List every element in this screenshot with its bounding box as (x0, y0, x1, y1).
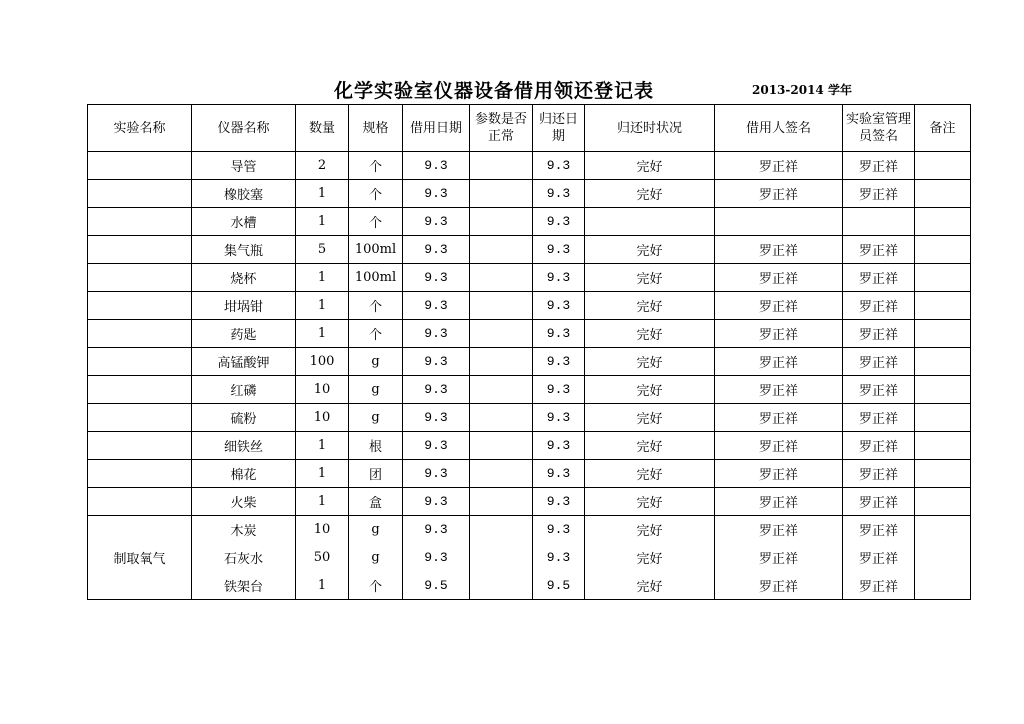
instrument-cell: 药匙 (192, 320, 296, 348)
return-date-cell: 9.3 (533, 292, 585, 320)
quantity-cell: 10 (296, 404, 349, 432)
return-status-cell: 完好 (585, 516, 715, 544)
header-params-ok: 参数是否正常 (470, 105, 533, 152)
borrow-date-cell: 9.3 (403, 460, 470, 488)
instrument-cell: 铁架台 (192, 572, 296, 600)
return-status-cell: 完好 (585, 572, 715, 600)
spec-cell: 个 (349, 572, 403, 600)
admin-sign-cell: 罗正祥 (843, 376, 915, 404)
params-ok-cell (470, 516, 533, 544)
spec-cell: g (349, 544, 403, 572)
spec-cell: g (349, 348, 403, 376)
instrument-cell: 棉花 (192, 460, 296, 488)
remark-cell (915, 292, 971, 320)
borrower-sign-cell: 罗正祥 (715, 376, 843, 404)
return-date-cell: 9.3 (533, 320, 585, 348)
header-quantity: 数量 (296, 105, 349, 152)
quantity-cell: 5 (296, 236, 349, 264)
return-status-cell: 完好 (585, 292, 715, 320)
remark-cell (915, 208, 971, 236)
return-status-cell (585, 208, 715, 236)
params-ok-cell (470, 264, 533, 292)
experiment-cell (88, 152, 192, 180)
instrument-cell: 导管 (192, 152, 296, 180)
quantity-cell: 1 (296, 264, 349, 292)
table-row (88, 516, 971, 544)
borrow-date-cell: 9.3 (403, 348, 470, 376)
borrow-date-cell: 9.3 (403, 292, 470, 320)
table-row (88, 152, 971, 180)
header-return-status: 归还时状况 (585, 105, 715, 152)
table-row (88, 180, 971, 208)
return-date-cell: 9.3 (533, 376, 585, 404)
borrower-sign-cell: 罗正祥 (715, 236, 843, 264)
return-date-cell: 9.3 (533, 404, 585, 432)
borrower-sign-cell: 罗正祥 (715, 488, 843, 516)
borrower-sign-cell: 罗正祥 (715, 292, 843, 320)
table-row (88, 320, 971, 348)
return-status-cell: 完好 (585, 432, 715, 460)
borrower-sign-cell (715, 208, 843, 236)
instrument-cell: 橡胶塞 (192, 180, 296, 208)
quantity-cell: 10 (296, 376, 349, 404)
params-ok-cell (470, 348, 533, 376)
borrower-sign-cell: 罗正祥 (715, 544, 843, 572)
document-title: 化学实验室仪器设备借用领还登记表 (334, 80, 655, 102)
quantity-cell: 50 (296, 544, 349, 572)
borrow-date-cell: 9.3 (403, 236, 470, 264)
admin-sign-cell: 罗正祥 (843, 460, 915, 488)
return-status-cell: 完好 (585, 376, 715, 404)
return-status-cell: 完好 (585, 488, 715, 516)
spec-cell: g (349, 404, 403, 432)
header-experiment: 实验名称 (88, 105, 192, 152)
instrument-cell: 集气瓶 (192, 236, 296, 264)
borrower-sign-cell: 罗正祥 (715, 320, 843, 348)
experiment-cell (88, 488, 192, 516)
params-ok-cell (470, 460, 533, 488)
table-body (88, 152, 971, 600)
borrower-sign-cell: 罗正祥 (715, 348, 843, 376)
header-admin-sign: 实验室管理员签名 (843, 105, 915, 152)
table-row (88, 292, 971, 320)
spec-cell: 个 (349, 180, 403, 208)
header-instrument: 仪器名称 (192, 105, 296, 152)
remark-cell (915, 376, 971, 404)
admin-sign-cell: 罗正祥 (843, 488, 915, 516)
admin-sign-cell: 罗正祥 (843, 292, 915, 320)
school-year: 2013-2014 学年 (752, 83, 852, 97)
instrument-cell: 坩埚钳 (192, 292, 296, 320)
table-row (88, 404, 971, 432)
borrower-sign-cell: 罗正祥 (715, 404, 843, 432)
borrower-sign-cell: 罗正祥 (715, 460, 843, 488)
spec-cell: 团 (349, 460, 403, 488)
experiment-cell (88, 376, 192, 404)
admin-sign-cell: 罗正祥 (843, 404, 915, 432)
borrow-date-cell: 9.3 (403, 152, 470, 180)
admin-sign-cell: 罗正祥 (843, 180, 915, 208)
borrow-date-cell: 9.3 (403, 488, 470, 516)
remark-cell (915, 404, 971, 432)
header-borrower-sign: 借用人签名 (715, 105, 843, 152)
params-ok-cell (470, 404, 533, 432)
table-row (88, 348, 971, 376)
quantity-cell: 1 (296, 320, 349, 348)
instrument-cell: 水槽 (192, 208, 296, 236)
experiment-cell (88, 180, 192, 208)
return-status-cell: 完好 (585, 320, 715, 348)
table-row (88, 488, 971, 516)
spec-cell: g (349, 516, 403, 544)
experiment-cell (88, 348, 192, 376)
admin-sign-cell: 罗正祥 (843, 236, 915, 264)
spec-cell: 个 (349, 152, 403, 180)
params-ok-cell (470, 292, 533, 320)
experiment-cell (88, 320, 192, 348)
experiment-cell (88, 264, 192, 292)
return-date-cell: 9.3 (533, 208, 585, 236)
admin-sign-cell: 罗正祥 (843, 432, 915, 460)
params-ok-cell (470, 544, 533, 572)
return-date-cell: 9.3 (533, 180, 585, 208)
params-ok-cell (470, 180, 533, 208)
borrower-sign-cell: 罗正祥 (715, 516, 843, 544)
remark-cell (915, 488, 971, 516)
return-date-cell: 9.3 (533, 516, 585, 544)
spec-cell: 个 (349, 292, 403, 320)
header-borrow-date: 借用日期 (403, 105, 470, 152)
quantity-cell: 2 (296, 152, 349, 180)
admin-sign-cell: 罗正祥 (843, 544, 915, 572)
quantity-cell: 1 (296, 488, 349, 516)
quantity-cell: 1 (296, 208, 349, 236)
borrow-date-cell: 9.3 (403, 180, 470, 208)
return-status-cell: 完好 (585, 236, 715, 264)
admin-sign-cell (843, 208, 915, 236)
table-row (88, 264, 971, 292)
header-row (88, 105, 971, 152)
remark-cell (915, 320, 971, 348)
admin-sign-cell: 罗正祥 (843, 348, 915, 376)
table-row (88, 376, 971, 404)
borrow-date-cell: 9.3 (403, 376, 470, 404)
remark-cell (915, 516, 971, 544)
instrument-cell: 高锰酸钾 (192, 348, 296, 376)
remark-cell (915, 152, 971, 180)
admin-sign-cell: 罗正祥 (843, 264, 915, 292)
borrow-date-cell: 9.3 (403, 208, 470, 236)
quantity-cell: 1 (296, 180, 349, 208)
return-date-cell: 9.5 (533, 572, 585, 600)
header-spec: 规格 (349, 105, 403, 152)
instrument-cell: 细铁丝 (192, 432, 296, 460)
instrument-cell: 红磷 (192, 376, 296, 404)
experiment-cell (88, 236, 192, 264)
experiment-cell (88, 460, 192, 488)
borrow-date-cell: 9.3 (403, 320, 470, 348)
params-ok-cell (470, 236, 533, 264)
spec-cell: 100ml (349, 264, 403, 292)
table-row (88, 460, 971, 488)
instrument-cell: 火柴 (192, 488, 296, 516)
return-date-cell: 9.3 (533, 264, 585, 292)
return-status-cell: 完好 (585, 460, 715, 488)
return-status-cell: 完好 (585, 404, 715, 432)
borrow-date-cell: 9.5 (403, 572, 470, 600)
return-date-cell: 9.3 (533, 432, 585, 460)
borrow-date-cell: 9.3 (403, 516, 470, 544)
borrow-date-cell: 9.3 (403, 404, 470, 432)
params-ok-cell (470, 572, 533, 600)
experiment-cell (88, 432, 192, 460)
params-ok-cell (470, 208, 533, 236)
admin-sign-cell: 罗正祥 (843, 320, 915, 348)
borrower-sign-cell: 罗正祥 (715, 432, 843, 460)
remark-cell (915, 544, 971, 572)
instrument-cell: 木炭 (192, 516, 296, 544)
remark-cell (915, 460, 971, 488)
return-date-cell: 9.3 (533, 348, 585, 376)
spec-cell: 个 (349, 320, 403, 348)
borrower-sign-cell: 罗正祥 (715, 572, 843, 600)
header-remark: 备注 (915, 105, 971, 152)
return-date-cell: 9.3 (533, 152, 585, 180)
register-table (87, 104, 971, 600)
instrument-cell: 硫粉 (192, 404, 296, 432)
borrow-date-cell: 9.3 (403, 432, 470, 460)
experiment-cell (88, 292, 192, 320)
borrow-date-cell: 9.3 (403, 544, 470, 572)
return-date-cell: 9.3 (533, 460, 585, 488)
quantity-cell: 1 (296, 292, 349, 320)
header-return-date: 归还日期 (533, 105, 585, 152)
spec-cell: g (349, 376, 403, 404)
spec-cell: 个 (349, 208, 403, 236)
borrower-sign-cell: 罗正祥 (715, 264, 843, 292)
remark-cell (915, 180, 971, 208)
borrow-date-cell: 9.3 (403, 264, 470, 292)
remark-cell (915, 236, 971, 264)
return-status-cell: 完好 (585, 264, 715, 292)
admin-sign-cell: 罗正祥 (843, 516, 915, 544)
quantity-cell: 10 (296, 516, 349, 544)
table-row (88, 544, 971, 572)
instrument-cell: 石灰水 (192, 544, 296, 572)
borrower-sign-cell: 罗正祥 (715, 152, 843, 180)
table-row (88, 236, 971, 264)
spec-cell: 盒 (349, 488, 403, 516)
params-ok-cell (470, 376, 533, 404)
admin-sign-cell: 罗正祥 (843, 572, 915, 600)
experiment-cell (88, 208, 192, 236)
params-ok-cell (470, 320, 533, 348)
experiment-cell-group: 制取氧气 (88, 516, 192, 600)
table-row (88, 432, 971, 460)
return-date-cell: 9.3 (533, 236, 585, 264)
return-date-cell: 9.3 (533, 544, 585, 572)
borrower-sign-cell: 罗正祥 (715, 180, 843, 208)
params-ok-cell (470, 432, 533, 460)
spec-cell: 100ml (349, 236, 403, 264)
remark-cell (915, 432, 971, 460)
return-status-cell: 完好 (585, 180, 715, 208)
quantity-cell: 1 (296, 572, 349, 600)
return-date-cell: 9.3 (533, 488, 585, 516)
return-status-cell: 完好 (585, 348, 715, 376)
remark-cell (915, 572, 971, 600)
quantity-cell: 1 (296, 460, 349, 488)
spec-cell: 根 (349, 432, 403, 460)
experiment-cell (88, 404, 192, 432)
quantity-cell: 100 (296, 348, 349, 376)
params-ok-cell (470, 488, 533, 516)
table-row (88, 572, 971, 600)
params-ok-cell (470, 152, 533, 180)
remark-cell (915, 348, 971, 376)
return-status-cell: 完好 (585, 152, 715, 180)
table-row (88, 208, 971, 236)
instrument-cell: 烧杯 (192, 264, 296, 292)
remark-cell (915, 264, 971, 292)
quantity-cell: 1 (296, 432, 349, 460)
return-status-cell: 完好 (585, 544, 715, 572)
admin-sign-cell: 罗正祥 (843, 152, 915, 180)
